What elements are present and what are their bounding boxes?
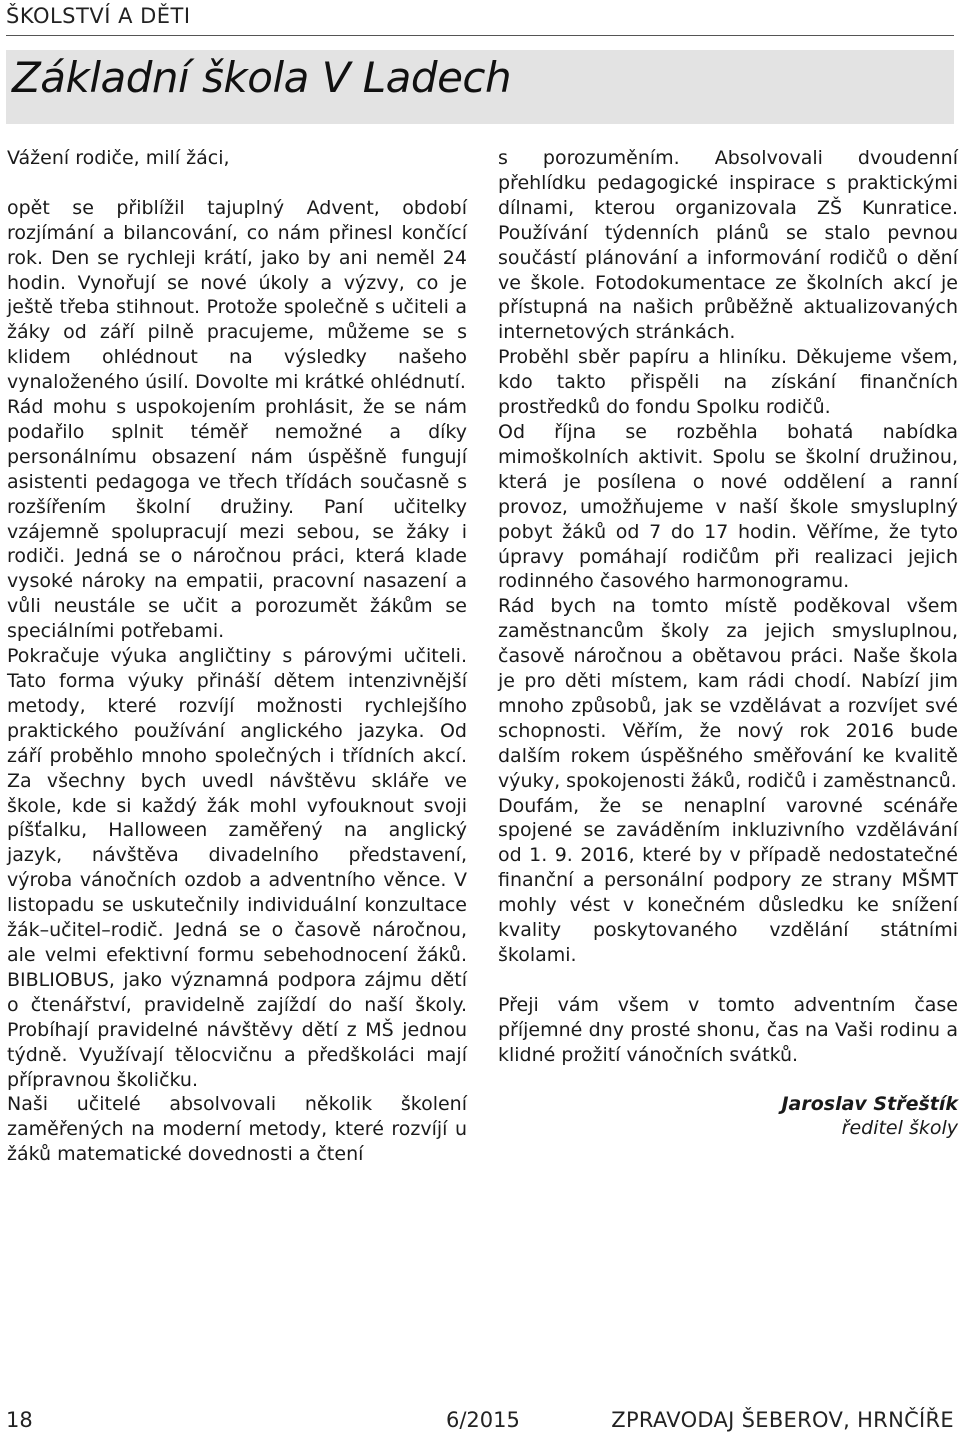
paragraph: Od října se rozběhla bohatá nabídka mimoškolních aktivit. Spolu se školní družinou, která je posílena o nové oddělení a ranní provoz, umožňujeme v naší škole smysluplný pobyt žáků od 7 do 17 hodin. Věříme, že tyto úpravy pomáhají rodičům při realizaci jejich rodinného časového harmonogramu. xyxy=(498,420,958,593)
greeting: Vážení rodiče, milí žáci, xyxy=(7,147,230,169)
article-title: Základní škola V Ladech xyxy=(12,53,512,102)
paragraph: Doufám, že se nenaplní varovné scénáře spojené se zaváděním inkluzivního vzdělávání od 1. 9. 2016, které by v případě nedostatečné finanční a personální podpory ze strany MŠMT mohly vést v konečném důsledku ke snížení kvality poskytovaného vzdělání státními školami. xyxy=(498,794,958,966)
paragraph: opět se přiblížil tajuplný Advent, období rozjímání a bilancování, co nám přinesl končící rok. Den se rychleji krátí, jako by ani neměl 24 hodin. Vynořují se nové úkoly a výzvy, co je ještě třeba stihnout. Protože společně s učiteli a žáky od září pilně pracujeme, můžeme se s klidem ohlédnout na výsledky našeho vynaloženého úsilí. Dovolte mi krátké ohlédnutí. xyxy=(7,196,467,394)
page-number: 18 xyxy=(6,1408,33,1432)
paragraph: Rád bych na tomto místě poděkoval všem zaměstnancům školy za jejich smysluplnou, časově náročnou a obětavou práci. Naše škola je pro děti místem, kam rádi chodí. Nabízí jim mnoho způsobů, jak se vzdělávat a rozvíjet své schopnosti. Věřím, že nový rok 2016 bude dalším rokem úspěšného směřování ke kvalitě výuky, spokojenosti žáků, rodičů i zaměstnanců. xyxy=(498,595,958,792)
paragraph: Rád mohu s uspokojením prohlásit, že se nám podařilo splnit téměř nemožné a díky personálnímu obsazení nám úspěšně fungují asistenti pedagoga ve třech třídách současně s rozšířením školní družiny. Paní učitelky vzájemně spolupracují mezi sebou, se žáky i rodiči. Jedná se o náročnou práci, která klade vysoké nároky na empatii, pracovní nasazení a vůli neustále se učit a porozumět žákům se speciálními potřebami. xyxy=(7,396,467,643)
title-band xyxy=(6,50,954,124)
paragraph: Naši učitelé absolvovali několik školení zaměřených na moderní metody, které rozvíjí u žáků matematické dovednosti a čtení xyxy=(7,1093,467,1166)
closing-paragraph: Přeji vám všem v tomto adventním čase příjemné dny prosté shonu, čas na Vaši rodinu a klidné prožití vánočních svátků. xyxy=(498,993,958,1066)
right-column xyxy=(498,146,958,1141)
paragraph: s porozuměním. Absolvovali dvoudenní přehlídku pedagogické inspirace s praktickými dílnami, kterou organizovala ZŠ Kunratice. Používání týdenních plánů se stalo pevnou součástí plánování a informování rodičů o dění ve škole. Fotodokumentace ze školních akcí je přístupná na našich průběžně aktualizovaných internetových stránkách. xyxy=(498,147,958,344)
paragraph: Proběhl sběr papíru a hliníku. Děkujeme všem, kdo takto přispěli na získání finančních prostředků do fondu Spolku rodičů. xyxy=(498,346,958,419)
left-column xyxy=(7,146,467,1167)
header-rule xyxy=(6,35,954,36)
section-label: ŠKOLSTVÍ A DĚTI xyxy=(6,4,191,28)
issue-number: 6/2015 xyxy=(446,1408,520,1432)
signature-role: ředitel školy xyxy=(841,1117,958,1140)
signature-name: Jaroslav Střeštík xyxy=(781,1092,958,1115)
publication-name: ZPRAVODAJ ŠEBEROV, HRNČÍŘE xyxy=(611,1408,954,1432)
paragraph: Pokračuje výuka angličtiny s párovými učiteli. Tato forma výuky přináší dětem intenzivnější metody, které rozvíjí možnosti rychlejšího praktického používání anglického jazyka. Od září proběhlo mnoho společných i třídních akcí. Za všechny bych uvedl návštěvu sklářе ve škole, kde si každý žák mohl vyfouknout svoji píšťalku, Halloween zaměřený na anglický jazyk, návštěva divadelního představení, výroba vánočních ozdob a adventního věnce. V listopadu se uskutečnily individuální konzultace žák–učitel–rodič. Jedná se o časově náročnou, ale velmi efektivní formu sebehodnocení žáků. BIBLIOBUS, jako významná podpora zájmu dětí o čtenářství, pravidelně zajíždí do naší školy. Probíhají pravidelné návštěvy dětí z MŠ jednou týdně. Využívají tělocvičnu a předškoláci mají přípravnou školičku. xyxy=(7,645,467,1091)
